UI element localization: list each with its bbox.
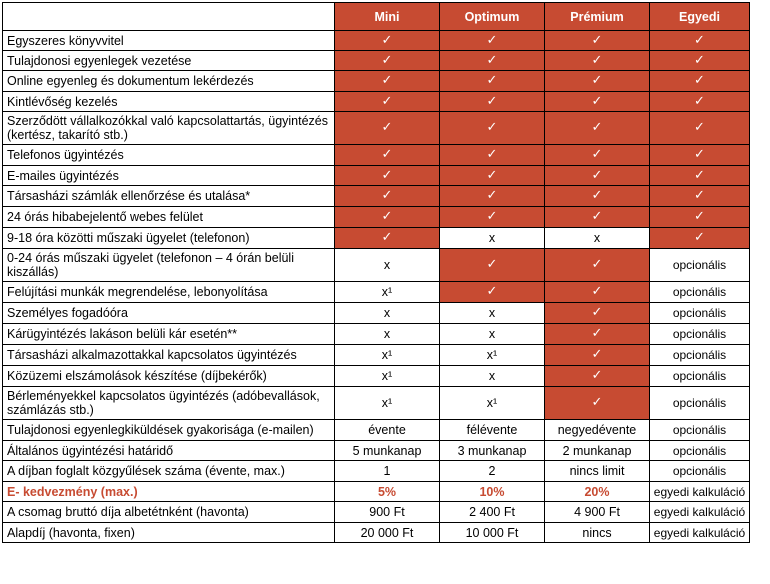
table-cell: opcionális — [650, 441, 750, 461]
check-icon: ✓ — [650, 51, 750, 71]
table-cell: 3 munkanap — [440, 441, 545, 461]
table-cell: opcionális — [650, 461, 750, 482]
check-icon: ✓ — [545, 366, 650, 387]
check-icon: ✓ — [335, 71, 440, 92]
table-cell: x — [335, 249, 440, 282]
check-icon: ✓ — [650, 145, 750, 166]
check-icon: ✓ — [440, 31, 545, 51]
check-icon: ✓ — [545, 345, 650, 366]
table-row — [3, 387, 750, 420]
check-icon: ✓ — [650, 186, 750, 207]
table-row — [3, 324, 750, 345]
table-row — [3, 420, 750, 441]
row-label: Kárügyintézés lakáson belüli kár esetén** — [3, 324, 335, 345]
table-cell: opcionális — [650, 345, 750, 366]
row-label: Telefonos ügyintézés — [3, 145, 335, 166]
column-header-optimum: Optimum — [440, 3, 545, 31]
table-row — [3, 31, 750, 51]
check-icon: ✓ — [440, 186, 545, 207]
check-icon: ✓ — [545, 186, 650, 207]
row-label: A csomag bruttó díja albetétnként (havonta) — [3, 502, 335, 523]
row-label: 24 órás hibabejelentő webes felület — [3, 207, 335, 228]
row-label: E-mailes ügyintézés — [3, 166, 335, 186]
column-header-premium: Prémium — [545, 3, 650, 31]
check-icon: ✓ — [650, 31, 750, 51]
table-row — [3, 502, 750, 523]
table-cell: egyedi kalkuláció — [650, 523, 750, 543]
check-icon: ✓ — [335, 112, 440, 145]
table-cell: opcionális — [650, 324, 750, 345]
row-label: Tulajdonosi egyenlegkiküldések gyakorisága (e-mailen) — [3, 420, 335, 441]
check-icon: ✓ — [545, 303, 650, 324]
row-label: A díjban foglalt közgyűlések száma (évente, max.) — [3, 461, 335, 482]
check-icon: ✓ — [440, 92, 545, 112]
table-cell: x — [335, 303, 440, 324]
row-label: Bérleményekkel kapcsolatos ügyintézés (adóbevallások, számlázás stb.) — [3, 387, 335, 420]
table-cell: 20% — [545, 482, 650, 502]
table-cell: félévente — [440, 420, 545, 441]
table-row — [3, 51, 750, 71]
check-icon: ✓ — [335, 207, 440, 228]
check-icon: ✓ — [440, 207, 545, 228]
table-cell: x¹ — [440, 345, 545, 366]
table-cell: 4 900 Ft — [545, 502, 650, 523]
table-row — [3, 482, 750, 502]
check-icon: ✓ — [440, 51, 545, 71]
table-cell: x¹ — [335, 387, 440, 420]
table-cell: negyedévente — [545, 420, 650, 441]
table-cell: x¹ — [335, 345, 440, 366]
row-label: Kintlévőség kezelés — [3, 92, 335, 112]
check-icon: ✓ — [335, 228, 440, 249]
table-row — [3, 282, 750, 303]
table-row — [3, 523, 750, 543]
row-label: Személyes fogadóóra — [3, 303, 335, 324]
table-cell: 2 munkanap — [545, 441, 650, 461]
check-icon: ✓ — [650, 207, 750, 228]
check-icon: ✓ — [545, 387, 650, 420]
table-cell: 10 000 Ft — [440, 523, 545, 543]
table-cell: x — [440, 366, 545, 387]
check-icon: ✓ — [545, 207, 650, 228]
table-row — [3, 145, 750, 166]
check-icon: ✓ — [650, 228, 750, 249]
check-icon: ✓ — [545, 112, 650, 145]
row-label: Általános ügyintézési határidő — [3, 441, 335, 461]
table-cell: opcionális — [650, 303, 750, 324]
header-row — [3, 3, 750, 31]
table-row — [3, 366, 750, 387]
check-icon: ✓ — [440, 166, 545, 186]
table-row — [3, 461, 750, 482]
table-row — [3, 166, 750, 186]
table-row — [3, 71, 750, 92]
table-cell: x — [440, 324, 545, 345]
check-icon: ✓ — [440, 282, 545, 303]
check-icon: ✓ — [335, 51, 440, 71]
table-row — [3, 345, 750, 366]
corner-cell — [3, 3, 335, 31]
table-cell: 10% — [440, 482, 545, 502]
row-label: Felújítási munkák megrendelése, lebonyolítása — [3, 282, 335, 303]
check-icon: ✓ — [440, 145, 545, 166]
row-label: Alapdíj (havonta, fixen) — [3, 523, 335, 543]
check-icon: ✓ — [545, 324, 650, 345]
table-cell: opcionális — [650, 249, 750, 282]
check-icon: ✓ — [545, 92, 650, 112]
table-cell: x — [440, 228, 545, 249]
table-cell: opcionális — [650, 282, 750, 303]
check-icon: ✓ — [335, 92, 440, 112]
table-cell: 900 Ft — [335, 502, 440, 523]
table-row — [3, 228, 750, 249]
table-cell: x¹ — [335, 282, 440, 303]
row-label: Közüzemi elszámolások készítése (díjbekérők) — [3, 366, 335, 387]
table-cell: 20 000 Ft — [335, 523, 440, 543]
column-header-egyedi: Egyedi — [650, 3, 750, 31]
table-row — [3, 249, 750, 282]
table-cell: x — [440, 303, 545, 324]
table-cell: x¹ — [335, 366, 440, 387]
table-row — [3, 207, 750, 228]
row-label: 0-24 órás műszaki ügyelet (telefonon – 4 órán belüli kiszállás) — [3, 249, 335, 282]
check-icon: ✓ — [545, 282, 650, 303]
check-icon: ✓ — [440, 249, 545, 282]
check-icon: ✓ — [545, 71, 650, 92]
row-label: Szerződött vállalkozókkal való kapcsolattartás, ügyintézés (kertész, takarító stb.) — [3, 112, 335, 145]
table-row — [3, 112, 750, 145]
table-row — [3, 92, 750, 112]
table-cell: 2 — [440, 461, 545, 482]
table-cell: 5% — [335, 482, 440, 502]
column-header-mini: Mini — [335, 3, 440, 31]
table-cell: opcionális — [650, 366, 750, 387]
table-cell: 1 — [335, 461, 440, 482]
row-label: Társasházi számlák ellenőrzése és utalása* — [3, 186, 335, 207]
table-cell: 2 400 Ft — [440, 502, 545, 523]
table-cell: egyedi kalkuláció — [650, 502, 750, 523]
check-icon: ✓ — [650, 71, 750, 92]
row-label: E- kedvezmény (max.) — [3, 482, 335, 502]
check-icon: ✓ — [545, 31, 650, 51]
check-icon: ✓ — [440, 71, 545, 92]
check-icon: ✓ — [545, 249, 650, 282]
row-label: 9-18 óra közötti műszaki ügyelet (telefonon) — [3, 228, 335, 249]
check-icon: ✓ — [335, 186, 440, 207]
table-cell: opcionális — [650, 387, 750, 420]
check-icon: ✓ — [650, 112, 750, 145]
table-row — [3, 303, 750, 324]
row-label: Online egyenleg és dokumentum lekérdezés — [3, 71, 335, 92]
table-cell: x¹ — [440, 387, 545, 420]
table-row — [3, 441, 750, 461]
table-cell: x — [335, 324, 440, 345]
check-icon: ✓ — [335, 166, 440, 186]
table-cell: évente — [335, 420, 440, 441]
table-cell: egyedi kalkuláció — [650, 482, 750, 502]
check-icon: ✓ — [650, 166, 750, 186]
table-cell: nincs — [545, 523, 650, 543]
table-cell: x — [545, 228, 650, 249]
check-icon: ✓ — [440, 112, 545, 145]
row-label: Társasházi alkalmazottakkal kapcsolatos ügyintézés — [3, 345, 335, 366]
row-label: Tulajdonosi egyenlegek vezetése — [3, 51, 335, 71]
check-icon: ✓ — [650, 92, 750, 112]
row-label: Egyszeres könyvvitel — [3, 31, 335, 51]
check-icon: ✓ — [545, 145, 650, 166]
table-cell: nincs limit — [545, 461, 650, 482]
table-cell: 5 munkanap — [335, 441, 440, 461]
pricing-comparison-table — [2, 2, 750, 543]
check-icon: ✓ — [545, 51, 650, 71]
check-icon: ✓ — [335, 145, 440, 166]
check-icon: ✓ — [335, 31, 440, 51]
check-icon: ✓ — [545, 166, 650, 186]
table-cell: opcionális — [650, 420, 750, 441]
table-row — [3, 186, 750, 207]
